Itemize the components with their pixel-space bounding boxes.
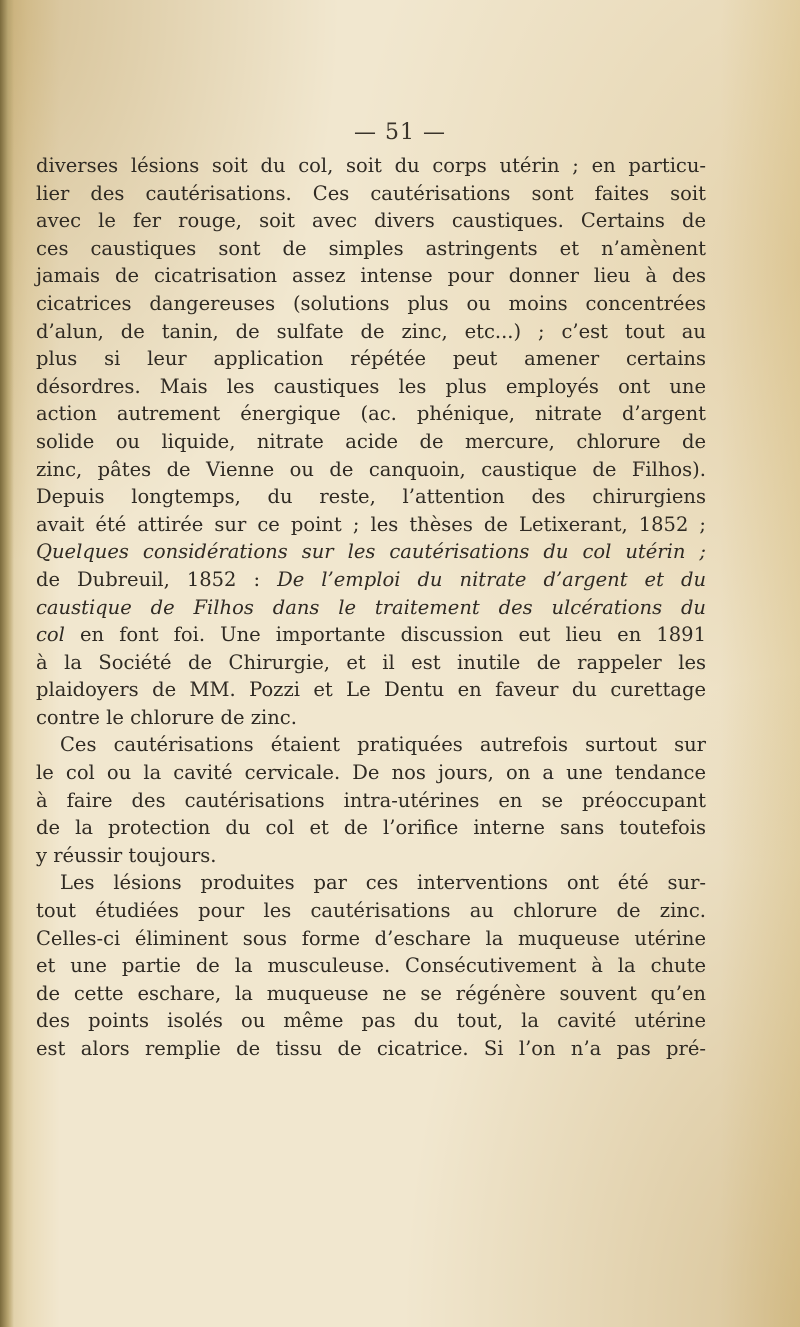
text-line: Celles-ci éliminent sous forme d’eschare la muqueuse utérine bbox=[36, 926, 706, 950]
italic-title: Quelques considérations sur les cautérisations du col utérin ; bbox=[36, 540, 706, 564]
italic-title: caustique de Filhos dans le traitement des ulcérations du bbox=[36, 595, 706, 619]
text-line bbox=[36, 538, 706, 566]
text-line: tout étudiées pour les cautérisations au chlorure de zinc. bbox=[36, 899, 706, 923]
text-line: action autrement énergique (ac. phénique, nitrate d’argent bbox=[36, 402, 706, 426]
italic-title: De l’emploi du nitrate d’argent et du bbox=[277, 567, 706, 591]
text-line: avait été attirée sur ce point ; les thèses de Letixerant, 1852 ; bbox=[36, 512, 706, 536]
text-line: jamais de cicatrisation assez intense pour donner lieu à des bbox=[36, 264, 706, 288]
italic-title: col bbox=[36, 623, 65, 647]
body-text bbox=[36, 152, 706, 1063]
text-line bbox=[36, 594, 706, 622]
text-line bbox=[36, 566, 706, 594]
text-line: diverses lésions soit du col, soit du corps utérin ; en particu- bbox=[36, 154, 706, 177]
text-line: le col ou la cavité cervicale. De nos jours, on a une tendance bbox=[36, 761, 706, 785]
text-line: des points isolés ou même pas du tout, la cavité utérine bbox=[36, 1009, 706, 1033]
text-segment: de Dubreuil, 1852 : bbox=[36, 567, 278, 591]
text-line: y réussir toujours. bbox=[36, 843, 217, 867]
text-line: est alors remplie de tissu de cicatrice. Si l’on n’a pas pré- bbox=[36, 1037, 706, 1060]
text-line: Les lésions produites par ces interventions ont été sur- bbox=[60, 871, 706, 895]
text-line: contre le chlorure de zinc. bbox=[36, 705, 297, 729]
text-line: ces caustiques sont de simples astringents et n’amènent bbox=[36, 236, 706, 260]
text-line: lier des cautérisations. Ces cautérisations sont faites soit bbox=[36, 181, 706, 205]
text-line: de cette eschare, la muqueuse ne se régénère souvent qu’en bbox=[36, 981, 706, 1005]
text-line: Depuis longtemps, du reste, l’attention des chirurgiens bbox=[36, 485, 706, 509]
text-line: d’alun, de tanin, de sulfate de zinc, etc...) ; c’est tout au bbox=[36, 319, 706, 343]
text-line bbox=[36, 621, 706, 649]
text-line: plus si leur application répétée peut amener certains bbox=[36, 347, 706, 371]
text-line: de la protection du col et de l’orifice interne sans toutefois bbox=[36, 816, 706, 840]
text-line: solide ou liquide, nitrate acide de mercure, chlorure de bbox=[36, 429, 706, 453]
text-line: zinc, pâtes de Vienne ou de canquoin, caustique de Filhos). bbox=[36, 457, 706, 481]
text-segment: en font foi. Une importante discussion eut lieu en 1891 bbox=[64, 623, 706, 647]
text-line: plaidoyers de MM. Pozzi et Le Dentu en faveur du curettage bbox=[36, 678, 706, 702]
page-number: — 51 — bbox=[354, 120, 446, 145]
text-line: désordres. Mais les caustiques les plus employés ont une bbox=[36, 374, 706, 398]
text-line: à faire des cautérisations intra-utérines en se préoccupant bbox=[36, 788, 706, 812]
text-line: à la Société de Chirurgie, et il est inutile de rappeler les bbox=[36, 650, 706, 674]
text-line: cicatrices dangereuses (solutions plus ou moins concentrées bbox=[36, 291, 706, 315]
book-spine-shadow bbox=[0, 0, 14, 1327]
text-line: avec le fer rouge, soit avec divers caustiques. Certains de bbox=[36, 209, 706, 233]
text-line: Ces cautérisations étaient pratiquées autrefois surtout sur bbox=[60, 733, 706, 757]
text-line: et une partie de la musculeuse. Consécutivement à la chute bbox=[36, 954, 706, 978]
